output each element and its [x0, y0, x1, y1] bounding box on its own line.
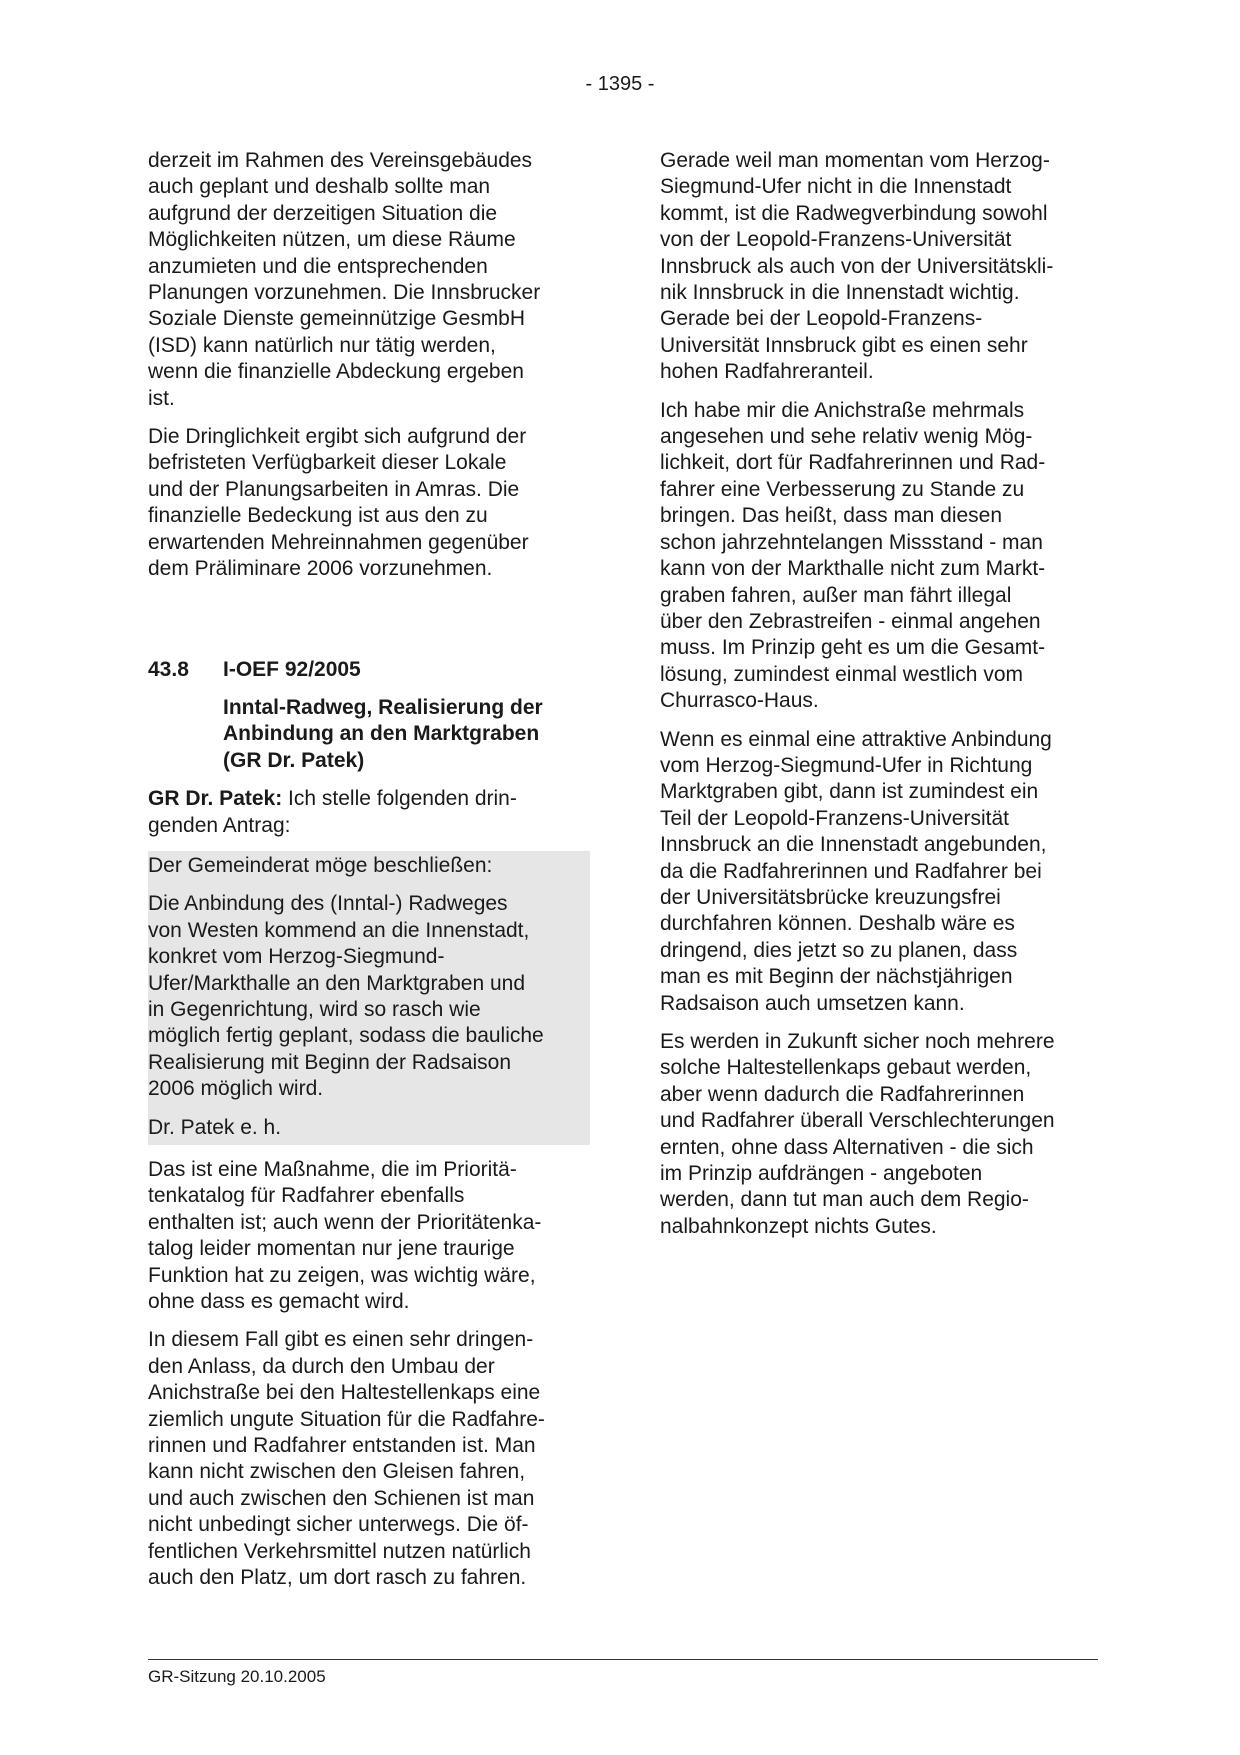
- text-line: fahrer eine Verbesserung zu Stande zu: [660, 477, 1025, 501]
- text-line: In diesem Fall gibt es einen sehr dringen-: [148, 1328, 534, 1352]
- text-line: da die Radfahrerinnen und Radfahrer bei: [660, 859, 1042, 883]
- speaker-intro-text: Ich stelle folgenden drin-: [282, 787, 517, 811]
- speaker-intro-line: genden Antrag:: [148, 813, 291, 837]
- text-line: lichkeit, dort für Radfahrerinnen und Rad-: [660, 451, 1046, 475]
- text-line: Wenn es einmal eine attraktive Anbindung: [660, 727, 1052, 751]
- text-line: und der Planungsarbeiten in Amras. Die: [148, 477, 520, 501]
- footer-text: GR-Sitzung 20.10.2005: [148, 1667, 326, 1686]
- text-line: von Westen kommend an die Innenstadt,: [148, 918, 530, 942]
- text-line: Innsbruck als auch von der Universitätskli-: [660, 254, 1054, 278]
- motion-box: [148, 851, 590, 1145]
- text-line: über den Zebrastreifen - einmal angehen: [660, 609, 1041, 633]
- paragraph: [148, 424, 590, 582]
- text-line: wenn die finanzielle Abdeckung ergeben: [148, 360, 524, 384]
- section-code: I-OEF 92/2005: [223, 657, 361, 681]
- text-line: 2006 möglich wird.: [148, 1077, 324, 1101]
- text-line: (GR Dr. Patek): [223, 748, 365, 772]
- text-line: von der Leopold-Franzens-Universität: [660, 228, 1012, 252]
- text-line: kommt, ist die Radwegverbindung sowohl: [660, 201, 1048, 225]
- text-line: fentlichen Verkehrsmittel nutzen natürlich: [148, 1539, 531, 1563]
- text-line: Das ist eine Maßnahme, die im Prioritä-: [148, 1158, 517, 1181]
- text-line: schon jahrzehntelangen Missstand - man: [660, 530, 1043, 554]
- text-line: dem Präliminare 2006 vorzunehmen.: [148, 557, 493, 581]
- text-line: Planungen vorzunehmen. Die Innsbrucker: [148, 281, 541, 305]
- text-line: hohen Radfahreranteil.: [660, 360, 874, 384]
- text-line: anzumieten und die entsprechenden: [148, 254, 488, 278]
- text-line: kann nicht zwischen den Gleisen fahren,: [148, 1460, 526, 1484]
- text-line: finanzielle Bedeckung ist aus den zu: [148, 504, 488, 528]
- text-line: Möglichkeiten nützen, um diese Räume: [148, 228, 516, 252]
- text-line: enthalten ist; auch wenn der Prioritätenka-: [148, 1210, 542, 1234]
- text-line: auch geplant und deshalb sollte man: [148, 175, 491, 199]
- text-line: ziemlich ungute Situation für die Radfahre-: [148, 1407, 545, 1431]
- text-line: vom Herzog-Siegmund-Ufer in Richtung: [660, 753, 1033, 777]
- text-line: Gerade bei der Leopold-Franzens-: [660, 307, 983, 331]
- speaker-intro: [148, 786, 590, 839]
- text-line: Ich habe mir die Anichstraße mehrmals: [660, 398, 1025, 422]
- text-line: Ufer/Markthalle an den Marktgraben und: [148, 971, 526, 995]
- text-line: Soziale Dienste gemeinnützige GesmbH: [148, 307, 526, 331]
- text-line: Anbindung an den Marktgraben: [223, 722, 540, 746]
- text-line: Inntal-Radweg, Realisierung der: [223, 695, 543, 719]
- text-line: rinnen und Radfahrer entstanden ist. Man: [148, 1434, 536, 1458]
- text-line: Radsaison auch umsetzen kann.: [660, 991, 965, 1015]
- text-line: dringend, dies jetzt so zu planen, dass: [660, 938, 1018, 962]
- text-line: nicht unbedingt sicher unterwegs. Die öf-: [148, 1513, 529, 1537]
- text-line: nik Innsbruck in die Innenstadt wichtig.: [660, 281, 1020, 305]
- text-line: werden, dann tut man auch dem Regio-: [660, 1188, 1029, 1212]
- text-line: den Anlass, da durch den Umbau der: [148, 1354, 495, 1378]
- text-line: Die Anbindung des (Inntal-) Radweges: [148, 892, 508, 916]
- motion-body: [148, 891, 588, 1102]
- text-line: muss. Im Prinzip geht es um die Gesamt-: [660, 636, 1046, 660]
- paragraph: [148, 1157, 590, 1315]
- text-line: kann von der Markthalle nicht zum Markt-: [660, 557, 1046, 581]
- text-line: Siegmund-Ufer nicht in die Innenstadt: [660, 175, 1012, 199]
- paragraph: [660, 1029, 1100, 1240]
- section-title: [223, 695, 590, 774]
- motion-heading: Der Gemeinderat möge beschließen:: [148, 853, 493, 877]
- text-line: Die Dringlichkeit ergibt sich aufgrund der: [148, 425, 527, 449]
- text-line: erwartenden Mehreinnahmen gegenüber: [148, 530, 529, 554]
- left-column: [148, 148, 590, 1604]
- text-line: (ISD) kann natürlich nur tätig werden,: [148, 333, 496, 357]
- text-line: auch den Platz, um dort rasch zu fahren.: [148, 1566, 527, 1590]
- motion-signature: Dr. Patek e. h.: [148, 1115, 282, 1139]
- section-spacer: [148, 595, 590, 657]
- paragraph: [148, 148, 590, 412]
- text-line: tenkatalog für Radfahrer ebenfalls: [148, 1184, 465, 1208]
- text-line: befristeten Verfügbarkeit dieser Lokale: [148, 451, 507, 475]
- text-line: bringen. Das heißt, dass man diesen: [660, 504, 1003, 528]
- text-line: solche Haltestellenkaps gebaut werden,: [660, 1056, 1032, 1080]
- section-number: 43.8: [148, 657, 189, 681]
- text-line: Es werden in Zukunft sicher noch mehrere: [660, 1030, 1055, 1053]
- text-line: möglich fertig geplant, sodass die bauliche: [148, 1024, 544, 1048]
- text-line: aber wenn dadurch die Radfahrerinnen: [660, 1082, 1025, 1106]
- text-line: Churrasco-Haus.: [660, 689, 819, 713]
- text-line: Realisierung mit Beginn der Radsaison: [148, 1050, 512, 1074]
- text-line: ist.: [148, 386, 175, 410]
- text-line: lösung, zumindest einmal westlich vom: [660, 662, 1023, 686]
- text-line: ohne dass es gemacht wird.: [148, 1290, 410, 1314]
- text-line: Teil der Leopold-Franzens-Universität: [660, 806, 1009, 830]
- text-line: durchfahren können. Deshalb wäre es: [660, 912, 1015, 936]
- text-line: der Universitätsbrücke kreuzungsfrei: [660, 885, 1001, 909]
- text-line: Universität Innsbruck gibt es einen sehr: [660, 333, 1028, 357]
- paragraph: [148, 1327, 590, 1591]
- text-line: im Prinzip aufdrängen - angeboten: [660, 1162, 983, 1186]
- text-line: und Radfahrer überall Verschlechterungen: [660, 1109, 1055, 1133]
- text-line: aufgrund der derzeitigen Situation die: [148, 201, 498, 225]
- speaker-name: GR Dr. Patek:: [148, 787, 283, 811]
- text-line: und auch zwischen den Schienen ist man: [148, 1486, 535, 1510]
- section-heading: [148, 657, 590, 683]
- footer-rule: [148, 1659, 1098, 1660]
- paragraph: [660, 398, 1100, 715]
- text-line: man es mit Beginn der nächstjährigen: [660, 965, 1013, 989]
- text-line: Innsbruck an die Innenstadt angebunden,: [660, 833, 1047, 857]
- text-line: Marktgraben gibt, dann ist zumindest ein: [660, 780, 1039, 804]
- right-column: [660, 148, 1100, 1252]
- text-line: in Gegenrichtung, wird so rasch wie: [148, 997, 481, 1021]
- text-line: konkret vom Herzog-Siegmund-: [148, 945, 445, 969]
- paragraph: [660, 148, 1100, 386]
- text-line: talog leider momentan nur jene traurige: [148, 1237, 515, 1261]
- text-line: nalbahnkonzept nichts Gutes.: [660, 1214, 937, 1238]
- text-line: Funktion hat zu zeigen, was wichtig wäre,: [148, 1263, 536, 1287]
- text-line: Anichstraße bei den Haltestellenkaps eine: [148, 1381, 541, 1405]
- text-line: derzeit im Rahmen des Vereinsgebäudes: [148, 149, 533, 172]
- text-line: Gerade weil man momentan vom Herzog-: [660, 149, 1050, 172]
- paragraph: [660, 727, 1100, 1017]
- text-line: angesehen und sehe relativ wenig Mög-: [660, 425, 1033, 449]
- page-number: - 1395 -: [585, 73, 655, 95]
- text-line: ernten, ohne dass Alternativen - die sich: [660, 1135, 1034, 1159]
- text-line: graben fahren, außer man fährt illegal: [660, 583, 1012, 607]
